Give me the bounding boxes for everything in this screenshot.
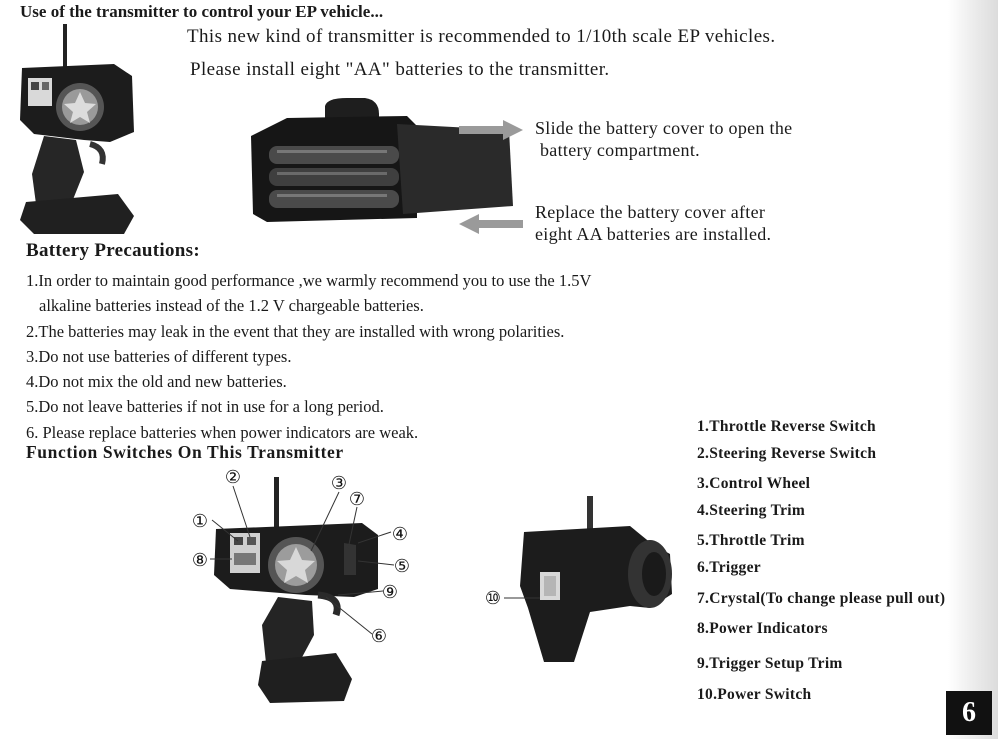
function-item: 10.Power Switch bbox=[697, 686, 812, 703]
callout-10: ⑩ bbox=[484, 588, 502, 608]
callout-6: ⑥ bbox=[370, 626, 388, 646]
open-cover-line-2: battery compartment. bbox=[540, 140, 700, 160]
intro-line-1: This new kind of transmitter is recommended to 1/10th scale EP vehicles. bbox=[187, 26, 776, 47]
callout-4: ④ bbox=[391, 524, 409, 544]
open-cover-line-1: Slide the battery cover to open the bbox=[535, 118, 793, 138]
precaution-item: 3.Do not use batteries of different types. bbox=[26, 346, 292, 366]
callout-5: ⑤ bbox=[393, 556, 411, 576]
callout-1: ① bbox=[191, 511, 209, 531]
transmitter-function-diagram bbox=[186, 465, 416, 717]
callout-3: ③ bbox=[330, 473, 348, 493]
function-item: 8.Power Indicators bbox=[697, 620, 828, 637]
transmitter-body bbox=[214, 477, 378, 703]
close-cover-line-2: eight AA batteries are installed. bbox=[535, 224, 772, 244]
functions-heading: Function Switches On This Transmitter bbox=[26, 442, 344, 462]
transmitter-photo bbox=[14, 24, 136, 236]
function-item: 1.Throttle Reverse Switch bbox=[697, 418, 876, 435]
function-item: 6.Trigger bbox=[697, 559, 761, 576]
precaution-item: 5.Do not leave batteries if not in use for a long period. bbox=[26, 397, 384, 417]
precaution-item: 6. Please replace batteries when power indicators are weak. bbox=[26, 422, 419, 442]
callout-8: ⑧ bbox=[191, 550, 209, 570]
precautions-list bbox=[26, 268, 591, 445]
close-cover-line-1: Replace the battery cover after bbox=[535, 202, 766, 222]
arrow-left-icon bbox=[459, 214, 523, 234]
function-item: 4.Steering Trim bbox=[697, 502, 806, 519]
arrow-right-icon bbox=[459, 120, 523, 140]
precaution-item: 1.In order to maintain good performance ,we warmly recommend you to use the 1.5V bbox=[26, 271, 592, 290]
page-title: Use of the transmitter to control your EP vehicle... bbox=[20, 2, 384, 21]
page-edge-shadow bbox=[948, 0, 998, 739]
callout-9: ⑨ bbox=[381, 582, 399, 602]
function-item: 7.Crystal(To change please pull out) bbox=[697, 590, 946, 607]
function-item: 3.Control Wheel bbox=[697, 475, 811, 492]
callout-7: ⑦ bbox=[348, 489, 366, 509]
transmitter-side-photo bbox=[480, 490, 680, 662]
precaution-item: 4.Do not mix the old and new batteries. bbox=[26, 372, 287, 392]
function-item: 5.Throttle Trim bbox=[697, 532, 805, 549]
precaution-item: 2.The batteries may leak in the event that they are installed with wrong polarities. bbox=[26, 321, 565, 341]
callout-2: ② bbox=[224, 467, 242, 487]
function-item: 2.Steering Reverse Switch bbox=[697, 445, 877, 462]
intro-line-2: Please install eight "AA" batteries to the transmitter. bbox=[190, 59, 610, 80]
precautions-heading: Battery Precautions: bbox=[26, 240, 200, 261]
close-cover-text bbox=[535, 201, 771, 245]
battery-compartment-photo bbox=[247, 96, 517, 226]
function-item: 9.Trigger Setup Trim bbox=[697, 655, 843, 672]
open-cover-text bbox=[535, 117, 792, 161]
precaution-item-continued: alkaline batteries instead of the 1.2 V chargeable batteries. bbox=[39, 296, 424, 316]
page-number: 6 bbox=[946, 691, 992, 735]
